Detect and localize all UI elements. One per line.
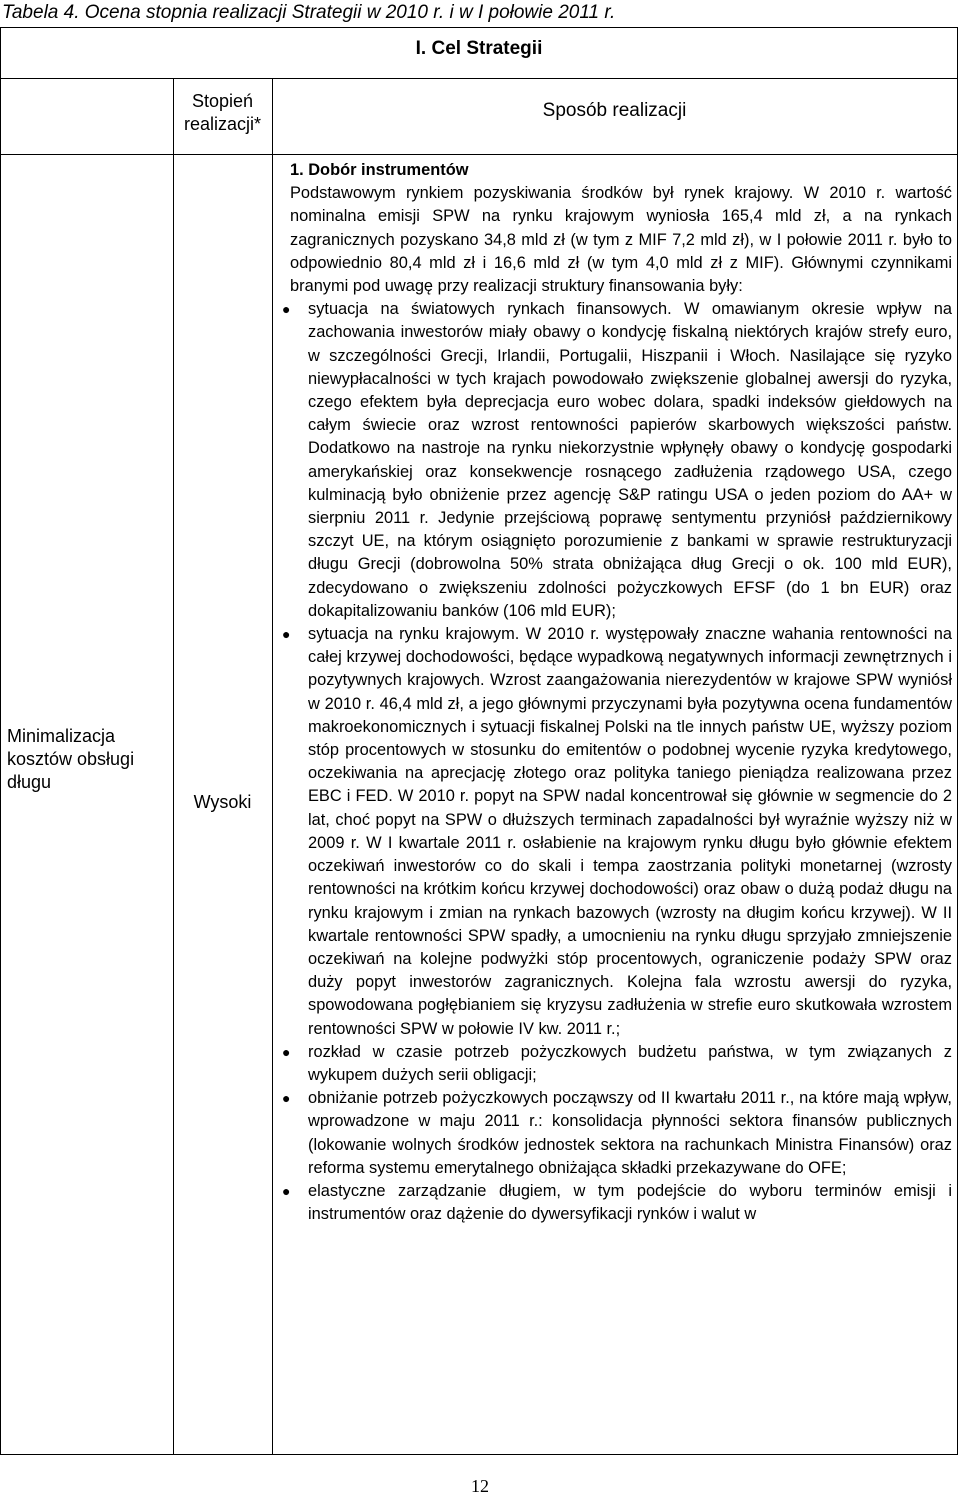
divider	[173, 78, 174, 1454]
bullet-icon: ●	[282, 301, 291, 318]
list-item	[282, 1041, 952, 1087]
list-item	[282, 1180, 952, 1226]
bullet-icon: ●	[282, 1043, 291, 1060]
bullet-icon: ●	[282, 1090, 291, 1107]
page-number: 12	[471, 1476, 489, 1496]
list-item	[282, 298, 952, 623]
degree-cell: Wysoki	[193, 792, 252, 812]
divider	[1, 154, 957, 155]
bullet-icon: ●	[282, 626, 291, 643]
list-item-text: sytuacja na światowych rynkach finansowych. W omawianym okresie wpływ na zachowania inwestorów miały obawy o kondycję fiskalną niektórych krajów strefy euro, w szczególności Grecji, Irlandii, Portugalii, Hiszpanii i Włoch. Nasilające się ryzyko niewypłacalności w tych krajach powodowało zwiększenie globalnej awersji do ryzyka, czego efektem była deprecjacja euro wobec dolara, spadki indeksów giełdowych na całym świecie oraz wzrost rentowności papierów skarbowych większości państw. Dodatkowo na nastroje na rynku niekorzystnie wpłynęły obawy o kondycję gospodarki amerykańskiej oraz konsekwencje rosnącego zadłużenia rządowego USA, czego kulminacją było obniżenie przez agencję S&P ratingu USA o jeden poziom do AA+ w sierpniu 2011 r. Jedynie przejściową poprawę sentymentu przyniósł październikowy szczyt UE, na którym osiągnięto porozumienie z bankami w sprawie restrukturyzacji długu Grecji (dobrowolna 50% strata obniżająca dług Grecji o ok. 100 mld EUR), zdecydowano o zwiększeniu zdolności pożyczkowych EFSF (do 1 bn EUR) oraz dokapitalizowaniu banków (106 mld EUR);	[308, 300, 952, 620]
list-item-text: obniżanie potrzeb pożyczkowych począwszy od II kwartału 2011 r., na które mają wpływ, wprowadzone w maju 2011 r.: konsolidacja płynności sektora finansów publicznych (lokowanie wolnych środków jednostek sektora na rachunkach Ministra Finansów) oraz reforma systemu emerytalnego obniżająca składki przekazywane do OFE;	[308, 1089, 952, 1177]
list-item-text: elastyczne zarządzanie długiem, w tym podejście do wyboru terminów emisji i instrumentów oraz dążenie do dywersyfikacji rynków i walut w	[308, 1181, 952, 1224]
intro-paragraph: Podstawowym rynkiem pozyskiwania środków był rynek krajowy. W 2010 r. wartość nominalna emisji SPW na rynku krajowym wyniosła 165,4 mld zł, a na rynkach zagranicznych pozyskano 34,8 mld zł (w tym z MIF 7,2 mld zł), w I połowie 2011 r. było to odpowiednio 80,4 mld zł i 16,6 mld zł (w tym 4,0 mld zł z MIF). Głównymi czynnikami branymi pod uwagę przy realizacji struktury finansowania były:	[290, 184, 952, 296]
list-item	[282, 623, 952, 1041]
list-item-text: rozkład w czasie potrzeb pożyczkowych budżetu państwa, w tym związanych z wykupem dużych serii obligacji;	[308, 1042, 952, 1084]
table-caption: Tabela 4. Ocena stopnia realizacji Strategii w 2010 r. i w I połowie 2011 r.	[2, 2, 616, 23]
bullet-icon: ●	[282, 1182, 291, 1199]
list-item	[282, 1087, 952, 1180]
list-item-text: sytuacja na rynku krajowym. W 2010 r. występowały znaczne wahania rentowności na całej krzywej dochodowości, będące wypadkową negatywnych informacji zewnętrznych i pozytywnych krajowych. Wzrost zaangażowania nierezydentów w krajowe SPW wyniósł w 2010 r. 46,4 mld zł, a jego głównymi przyczynami była pozytywna ocena fundamentów makroekonomicznych i sytuacji fiskalnej Polski na tle innych państw UE, wyższy poziom stóp procentowych w stosunku do emitentów o podobnej wycenie ryzyka kredytowego, oczekiwania na aprecjację złotego oraz polityka taniego pieniądza realizowana przez EBC i FED. W 2010 r. popyt na SPW nadal koncentrował się głównie w segmencie do 2 lat, choć popyt na SPW o dłuższych terminach zapadalności był wyraźnie wyższy niż w 2009 r. W I kwartale 2011 r. osłabienie na krajowym rynku długu było głównie efektem oczekiwań inwestorów co do skali i tempa zaostrzania polityki monetarnej (wzrosty rentowności na krótkim końcu krzywej dochodowości) oraz obaw o dużą podaż długu na rynku krajowym i zmian na rynkach bazowych (wzrosty na długim końcu krzywej). W II kwartale rentowności SPW spadły, a umocnieniu na rynku długu sprzyjało zmniejszenie oczekiwań na kolejne podwyżki stóp procentowych, ograniczenie podaży SPW oraz duży popyt inwestorów zagranicznych. Kolejna fala wzrostu awersji do ryzyka, spowodowana pogłębianiem się kryzysu zadłużenia w strefie euro skutkowała wzrostem rentowności SPW w połowie IV kw. 2011 r.;	[308, 625, 952, 1038]
section-title: I. Cel Strategii	[415, 38, 543, 59]
divider	[1, 78, 957, 79]
divider	[272, 78, 273, 1454]
strategy-table	[0, 27, 958, 1455]
method-cell	[282, 159, 952, 1226]
goal-cell: Minimalizacja kosztów obsługi długu	[7, 726, 135, 792]
header-sposob: Sposób realizacji	[542, 100, 687, 121]
bullet-list	[282, 298, 952, 1226]
header-stopien: Stopień realizacji*	[183, 91, 262, 134]
subsection-heading: 1. Dobór instrumentów	[290, 161, 469, 179]
